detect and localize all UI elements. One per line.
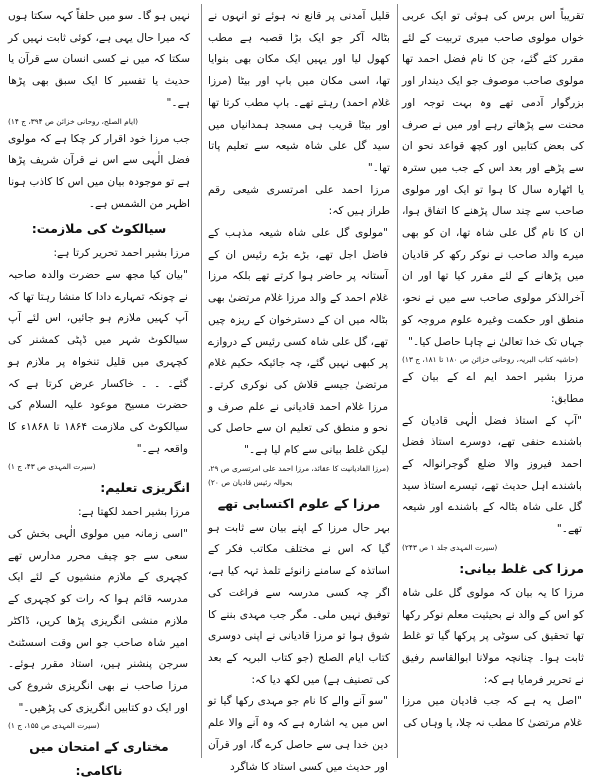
quotation: "سو آنے والے کا نام جو مہدی رکھا گیا تو اس میں یہ اشارہ ہے کہ وہ آنے والا علم دین خدا ہی سے حاصل کرے گا، اور قرآن اور حدیث میں کسی استاد کا شاگرد	[208, 695, 388, 773]
citation: (مرزا الفادیانیت کا عقائد، مرزا احمد علی امرتسری ص ۲۹، بحوالہ رئیس قادیان ص ۲۰)	[208, 463, 389, 487]
paragraph: مرزا بشیر احمد لکھتا ہے:	[77, 506, 190, 519]
text-column-middle	[208, 6, 390, 773]
paragraph: نہیں ہو گا۔ سو میں حلفاً کہہ سکتا ہوں کہ میرا حال یہی ہے، کوئی ثابت نہیں کر سکتا کہ میں نے کسی انسان سے قرآن یا حدیث یا تفسیر کا ایک سبق بھی پڑھا ہے۔"	[8, 10, 190, 109]
paragraph: بہر حال مرزا کے اپنے بیان سے ثابت ہو گیا کہ اس نے مختلف مکاتب فکر کے اساتذہ کے سامنے زانوئے تلمذ تہہ کیا ہے، اگر چہ کسی مدرسہ سے فراغت کی توفیق نہیں ملی۔ مگر جب مہدی بننے کا شوق ہوا تو مرزا قادیانی نے اپنی دوسری کتاب ایام الصلح (جو کتاب البریہ کے بعد کی تصنیف ہے) میں لکھ دیا کہ:	[208, 521, 390, 686]
paragraph: قلیل آمدنی پر قانع نہ ہوئے تو انہوں نے بٹالہ آکر جو ایک بڑا قصبہ ہے مطب کھول لیا اور یہیں ایک مکان بھی بنوایا تھا، اسی مکان میں باپ اور بیٹا (مرزا غلام احمد) رہتے تھے۔ باپ مطب کرتا تھا اور بیٹا قریب ہی مسجد ہمدانیاں میں سید گل علی شاہ شیعہ سے تعلیم پاتا تھا۔"	[208, 10, 390, 174]
paragraph: مرزا بشیر احمد تحریر کرتا ہے:	[53, 247, 190, 260]
column-divider	[397, 4, 398, 758]
citation: (سیرت المہدی ص ۱۵۵، ج ۱)	[8, 721, 100, 731]
quotation: "مولوی گل علی شاہ شیعہ مذہب کے فاضل اجل تھے، بڑے بڑے رئیس ان کے آستانہ پر حاضر ہوا کرتے تھے بلکہ مرزا غلام احمد کے والد مرزا غلام مرتضیٰ بھی بٹالہ میں ان کے دسترخوان کے ریزہ چیں تھے، گل علی شاہ کسی رئیس کے دروازے پر کبھی نہیں گئے، چہ جائیکہ حکیم غلام مرتضیٰ جیسے قلاش کی نوکری کرتے۔ مرزا غلام احمد قادیانی نے علم صرف و نحو و منطق کی تعلیم ان سے حاصل کی لیکن غلط بیانی سے کام لیا ہے۔"	[208, 227, 388, 457]
quotation: "اصل یہ ہے کہ جب قادیان میں مرزا غلام مرتضیٰ کا مطب نہ چلا، یا وہاں کی	[402, 695, 582, 730]
citation: (سیرت المہدی جلد ۱ ص ۲۴۳)	[402, 542, 498, 552]
citation: (سیرت المہدی ص ۴۳، ج ۱)	[8, 462, 96, 472]
paragraph: مرزا بشیر احمد ایم اے کے بیان کے مطابق:	[402, 371, 584, 405]
section-heading: سیالکوٹ کی ملازمت:	[31, 221, 167, 237]
section-heading: مختاری کے امتحان میں ناکامی:	[29, 739, 169, 779]
quotation: "آپ کے استاذ فضل الٰہی قادیان کے باشندے حنفی تھے، دوسرے استاذ فضل احمد فیروز والا ضلع گوجرانوالہ کے باشندے اہل حدیث تھے، تیسرے استاذ سید گل علی شاہ بٹالہ کے باشندے اور شیعہ تھے۔"	[402, 414, 582, 536]
paragraph: تقریباً اس برس کی ہوئی تو ایک عربی خواں مولوی صاحب میری تربیت کے لئے مقرر کئے گئے، جن کا نام فضل احمد تھا مولوی صاحب موصوف جو ایک دیندار اور بزرگوار آدمی تھے وہ بہت توجہ اور محنت سے پڑھاتے رہے اور میں نے صرف کی بعض کتابیں اور کچھ قواعد نحو ان سے پڑھے اور بعد اس کے جب میں سترہ یا اٹھارہ سال کا ہوا تو ایک اور مولوی صاحب سے چند سال پڑھنے کا اتفاق ہوا، ان کا نام گل علی شاہ تھا، ان کو بھی میرے والد صاحب نے نوکر رکھ کر قادیان میں پڑھانے کے لئے مقرر کیا تھا اور ان آخرالذکر مولوی صاحب سے میں نے نحو، منطق اور حکمت وغیرہ علوم مروجہ کو جہاں تک خدا تعالیٰ نے چاہا حاصل کیا۔"	[402, 10, 584, 348]
text-column-left	[8, 6, 190, 779]
citation: (حاشیہ کتاب البریہ، روحانی خزائن ص ۱۸۰ تا ۱۸۱، ج ۱۳)	[402, 355, 578, 365]
quotation: "اسی زمانہ میں مولوی الٰہی بخش کی سعی سے جو چیف محرر مدارس تھے کچہری کے ملازم منشیوں کے لئے ایک مدرسہ قائم ہوا کہ رات کو کچہری کے ملازم منشی انگریزی پڑھا کریں، ڈاکٹر امیر شاہ صاحب جو اس وقت اسسٹنٹ سرجن پنشنر ہیں، استاد مقرر ہوئے۔ مرزا صاحب نے بھی انگریزی شروع کی اور ایک دو کتابیں انگریزی کی پڑھیں۔"	[8, 528, 188, 714]
paragraph: جب مرزا خود اقرار کر چکا ہے کہ مولوی فضل الٰہی سے اس نے قرآن شریف پڑھا ہے تو موجودہ بیان میں اس کا کاذب ہونا اظہر من الشمس ہے۔	[8, 132, 190, 210]
text-column-right	[402, 6, 584, 756]
quotation: "بیان کیا مجھ سے حضرت والدہ صاحبہ نے چونکہ تمہارے دادا کا منشا رہتا تھا کہ آپ کہیں ملازم ہو جائیں، اس لئے آپ سیالکوٹ شہر میں ڈپٹی کمشنر کی کچہری میں قلیل تنخواہ پر ملازم ہو گئے۔ ۔ ۔ خاکسار عرض کرتا ہے کہ حضرت مسیح موعود علیہ السلام کی سیالکوٹ کی ملازمت ۱۸۶۴ تا ۱۸۶۸ء کا واقعہ ہے۔"	[8, 269, 188, 455]
citation: (ایام الصلح، روحانی خزائن ص ۳۹۴، ج ۱۴)	[8, 116, 139, 126]
section-heading: انگریزی تعلیم:	[100, 480, 190, 496]
section-heading: مرزا کی غلط بیانی:	[459, 560, 584, 576]
column-divider	[201, 4, 202, 758]
section-heading: مرزا کے علوم اکتسابی تھے	[217, 495, 381, 511]
paragraph: مرزا کا یہ بیان کہ مولوی گل علی شاہ کو اس کے والد نے بحیثیت معلم نوکر رکھا تھا تحقیق کی سوٹی پر پرکھا گیا تو غلط ثابت ہوا۔ چنانچہ مولانا ابوالقاسم رفیق نے تحریر فرمایا ہے کہ:	[402, 586, 584, 686]
paragraph: مرزا احمد علی امرتسری شیعی رقم طراز ہیں کہ:	[208, 183, 390, 218]
